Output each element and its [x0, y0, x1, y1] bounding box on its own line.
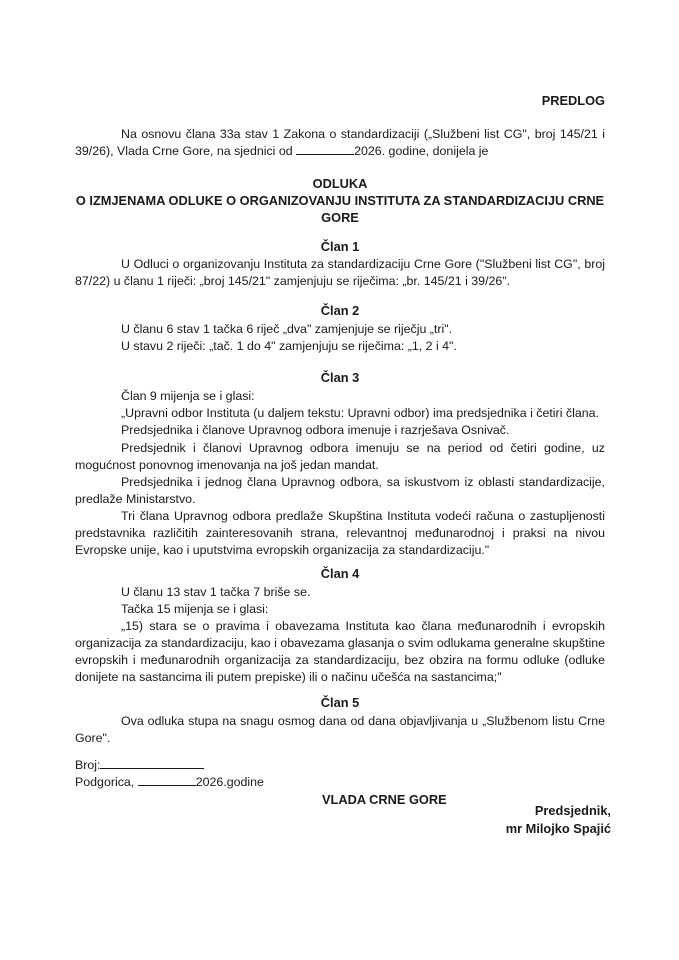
article-1-line-1: U Odluci o organizovanju Instituta za standardizaciju Crne Gore ("Službeni list CG", broj [121, 257, 605, 271]
reference-number [75, 757, 204, 774]
article-2-para-2: U stavu 2 riječi: „tač. 1 do 4" zamjenjuju se riječima: „1, 2 i 4". [121, 339, 457, 354]
date-blank [138, 774, 196, 786]
article-3-para-4-line-1: Predsjednik i članovi Upravnog odbora imenuju se na period od četiri godine, uz [121, 440, 605, 455]
intro-paragraph [75, 126, 605, 160]
article-1-heading: Član 1 [320, 239, 360, 254]
article-3-para-6-line-1: Tri člana Upravnog odbora predlaže Skupština Instituta vodeći računa o zastupljenosti [121, 509, 605, 524]
article-3-para-6-line-2: predstavnika različitih zainteresovanih strana, relevantnoj međunarodnoj i praksi na nivou [75, 526, 605, 541]
session-date-blank [296, 143, 354, 155]
reference-number-blank [100, 757, 204, 769]
article-4-para-1: U članu 13 stav 1 tačka 7 briše se. [121, 585, 311, 599]
reference-number-label: Broj: [75, 758, 101, 772]
article-5-line-1: Ova odluka stupa na snagu osmog dana od dana objavljivanja u „Službenom listu Crne [121, 714, 605, 728]
intro-text-b: 2026. godine, donijela je [354, 144, 489, 158]
government-label: VLADA CRNE GORE [322, 792, 447, 807]
title-line-2: O IZMJENAMA ODLUKE O ORGANIZOVANJU INSTITUTA ZA STANDARDIZACIJU CRNE [75, 192, 605, 208]
article-2-body [75, 321, 605, 355]
article-3-para-5-line-1: Predsjednika i jednog člana Upravnog odbora, sa iskustvom iz oblasti standardizacije, [121, 474, 605, 489]
draft-label: PREDLOG [541, 93, 605, 108]
place-date [75, 774, 264, 791]
article-2-para-1: U članu 6 stav 1 tačka 6 riječ „dva" zamjenjuje se riječju „tri". [121, 322, 453, 336]
place-label: Podgorica, [75, 775, 135, 789]
year-label: 2026.godine [195, 775, 264, 789]
article-4-heading: Član 4 [320, 566, 360, 581]
article-3-body [75, 388, 605, 559]
article-4-body [75, 584, 605, 687]
article-4-para-3-line-3: evropskih i međunarodnih organizacija za standardizaciju, bez obzira na formu odluke (odluke [75, 653, 605, 668]
intro-text-a: 39/26), Vlada Crne Gore, na sjednici od [75, 144, 293, 158]
article-3-para-5-line-2: predlaže Ministarstvo. [75, 491, 196, 506]
intro-line-1: Na osnovu člana 33a stav 1 Zakona o standardizaciji („Službeni list CG", broj 145/21 i [121, 127, 605, 141]
article-3-heading: Član 3 [320, 370, 360, 385]
article-2-heading: Član 2 [320, 303, 360, 318]
article-3-para-3: Predsjednika i članove Upravnog odbora imenuje i razrješava Osnivač. [121, 423, 510, 438]
article-4-para-2: Tačka 15 mijenja se i glasi: [121, 602, 269, 617]
article-5-line-2: Gore". [75, 731, 111, 745]
article-4-para-3-line-4: donijete na sastancima ili putem prepiske) ili o načinu učešća na sastancima;" [75, 670, 502, 685]
title-line-3: GORE [321, 209, 359, 225]
article-3-para-4-line-2: mogućnost ponovnog imenovanja na još jedan mandat. [75, 457, 379, 472]
article-1-body [75, 256, 605, 290]
article-4-para-3-line-2: organizacija za standardizaciju, kao i obavezama glasanja o svim odlukama generalne skupštine [75, 636, 605, 651]
signer-name: mr Milojko Spajić [505, 821, 611, 836]
article-3-para-6-line-3: Evropske unije, kao i uputstvima evropskih organizacija za standardizaciju." [75, 543, 490, 558]
intro-line-2 [75, 143, 605, 160]
article-5-heading: Član 5 [320, 695, 360, 710]
decision-title [75, 176, 605, 226]
title-line-1: ODLUKA [312, 176, 368, 191]
article-1-line-2: 87/22) u članu 1 riječi: „broj 145/21" zamjenjuju se riječima: „br. 145/21 i 39/26". [75, 274, 511, 288]
signer-title: Predsjednik, [534, 803, 611, 818]
article-3-para-2: „Upravni odbor Instituta (u daljem tekstu: Upravni odbor) ima predsjednika i četiri člana. [121, 406, 599, 421]
article-3-para-1: Član 9 mijenja se i glasi: [121, 389, 255, 403]
article-4-para-3-line-1: „15) stara se o pravima i obavezama Instituta kao člana međunarodnih i evropskih [121, 619, 605, 634]
article-5-body [75, 713, 605, 747]
